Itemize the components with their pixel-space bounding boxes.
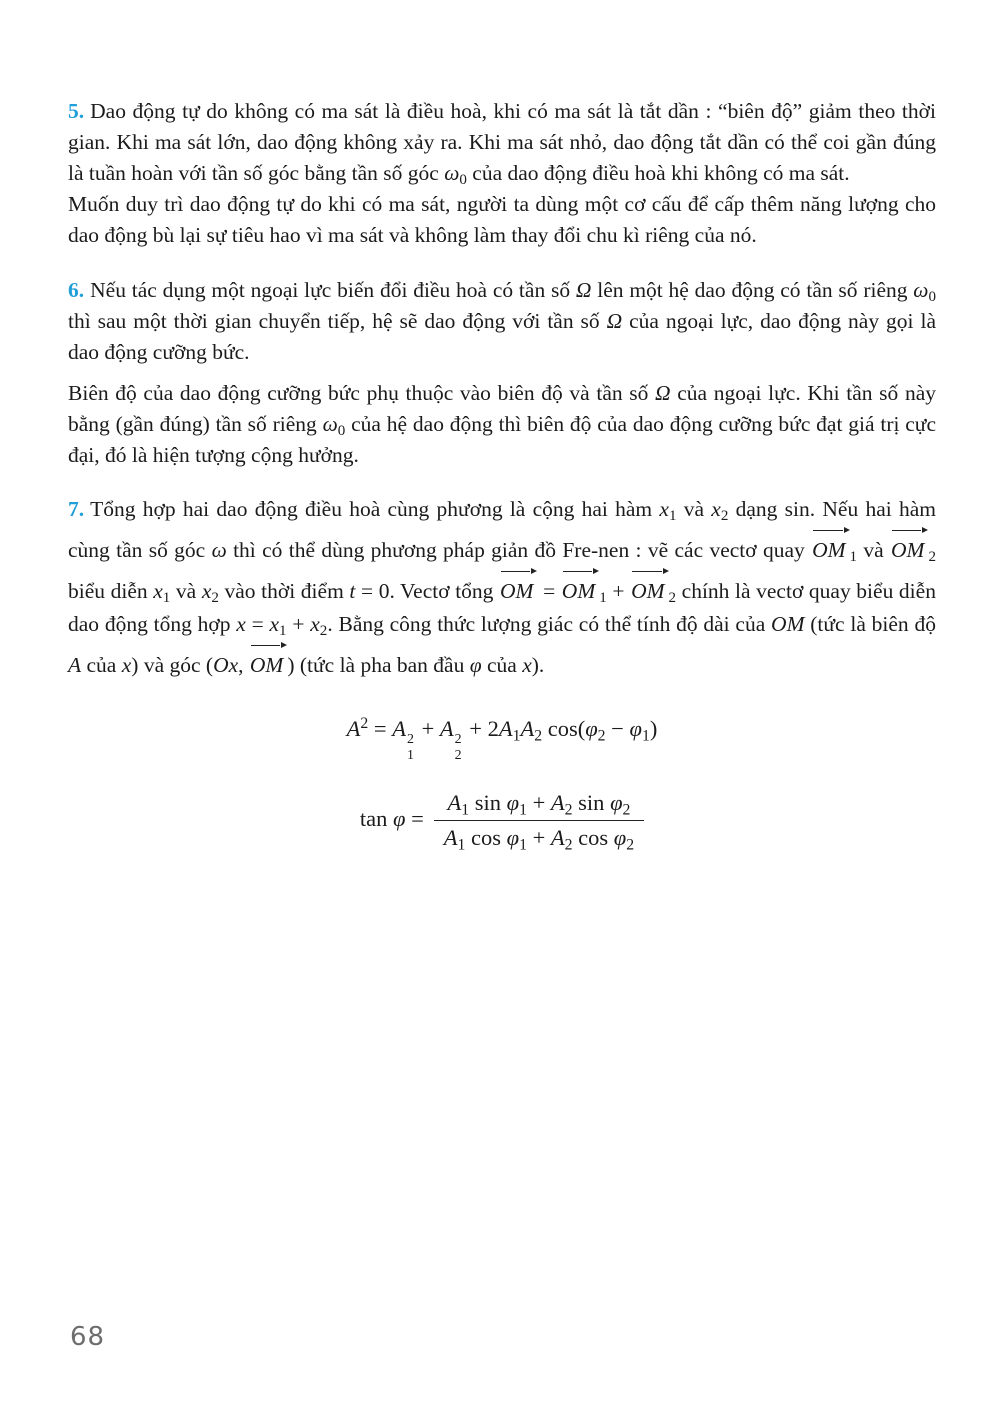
- formula-amplitude: $A^2 = A$ 2 1 + A 2 2 + $2A_1A_2$ $\cos(\varphi_2 - \varphi_1)$: [346, 715, 658, 763]
- fraction-numerator: $A_1$ $\sin \varphi_1 + A_2$ $\sin \varphi_2$: [434, 790, 644, 821]
- section-5: [68, 96, 936, 251]
- section-7-text-1: Tổng hợp hai dao động điều hoà cùng phương là cộng hai hàm $x_1$ và $x_2$ dạng sin. Nếu hai hàm cùng tần số góc ω thì có thể dùng phương pháp giản đồ Fre-nen : vẽ các vectơ quay OM $_1$ và OM $_2$ biểu diễn $x_1$ và $x_2$ vào thời điểm t = 0. Vectơ tổng OM = OM $_1$ + OM $_2$ chính là vectơ quay biểu diễn dao động tổng hợp $x = x_1 + x_2$. Bằng công thức lượng giác có thể tính độ dài của OM (tức là biên độ A của x) và góc (Ox, OM ) (tức là pha ban đầu φ của x).: [68, 497, 936, 677]
- section-7-marker: 7.: [68, 497, 85, 521]
- section-7: [68, 493, 936, 682]
- section-5-text-1: Dao động tự do không có ma sát là điều hoà, khi có ma sát là tắt dần : “biên độ” giảm theo thời gian. Khi ma sát lớn, dao động không xảy ra. Khi ma sát nhỏ, dao động tắt dần có thể coi gần đúng là tuần hoàn với tần số góc bằng tần số góc $\omega_0$ của dao động điều hoà khi không có ma sát.: [68, 99, 936, 189]
- paragraph: [68, 275, 936, 368]
- formula-tan-phi: [68, 790, 936, 854]
- paragraph: [68, 493, 936, 682]
- section-6-marker: 6.: [68, 278, 85, 302]
- fraction: [434, 790, 644, 854]
- page-number: 68: [70, 1322, 106, 1352]
- section-5-text-2: Muốn duy trì dao động tự do khi có ma sát, người ta dùng một cơ cấu để cấp thêm năng lượng cho dao động bù lại sự tiêu hao vì ma sát và không làm thay đổi chu kì riêng của nó.: [68, 192, 936, 247]
- section-6-text-1: Nếu tác dụng một ngoại lực biến đổi điều hoà có tần số Ω lên một hệ dao động có tần số riêng $\omega_0$ thì sau một thời gian chuyển tiếp, hệ sẽ dao động với tần số Ω của ngoại lực, dao động này gọi là dao động cưỡng bức.: [68, 278, 937, 364]
- section-5-marker: 5.: [68, 99, 85, 123]
- formula-tan-lhs: tan φ =: [359, 805, 424, 831]
- paragraph: [68, 96, 936, 189]
- page-content: [68, 96, 937, 854]
- section-6: [68, 275, 936, 471]
- fraction-denominator: $A_1$ $\cos \varphi_1 + A_2$ $\cos \varphi_2$: [443, 825, 635, 854]
- section-6-text-2: Biên độ của dao động cưỡng bức phụ thuộc vào biên độ và tần số Ω của ngoại lực. Khi tần số này bằng (gần đúng) tần số riêng $\omega_0$ của hệ dao động thì biên độ của dao động cưỡng bức đạt giá trị cực đại, đó là hiện tượng cộng hưởng.: [68, 381, 937, 467]
